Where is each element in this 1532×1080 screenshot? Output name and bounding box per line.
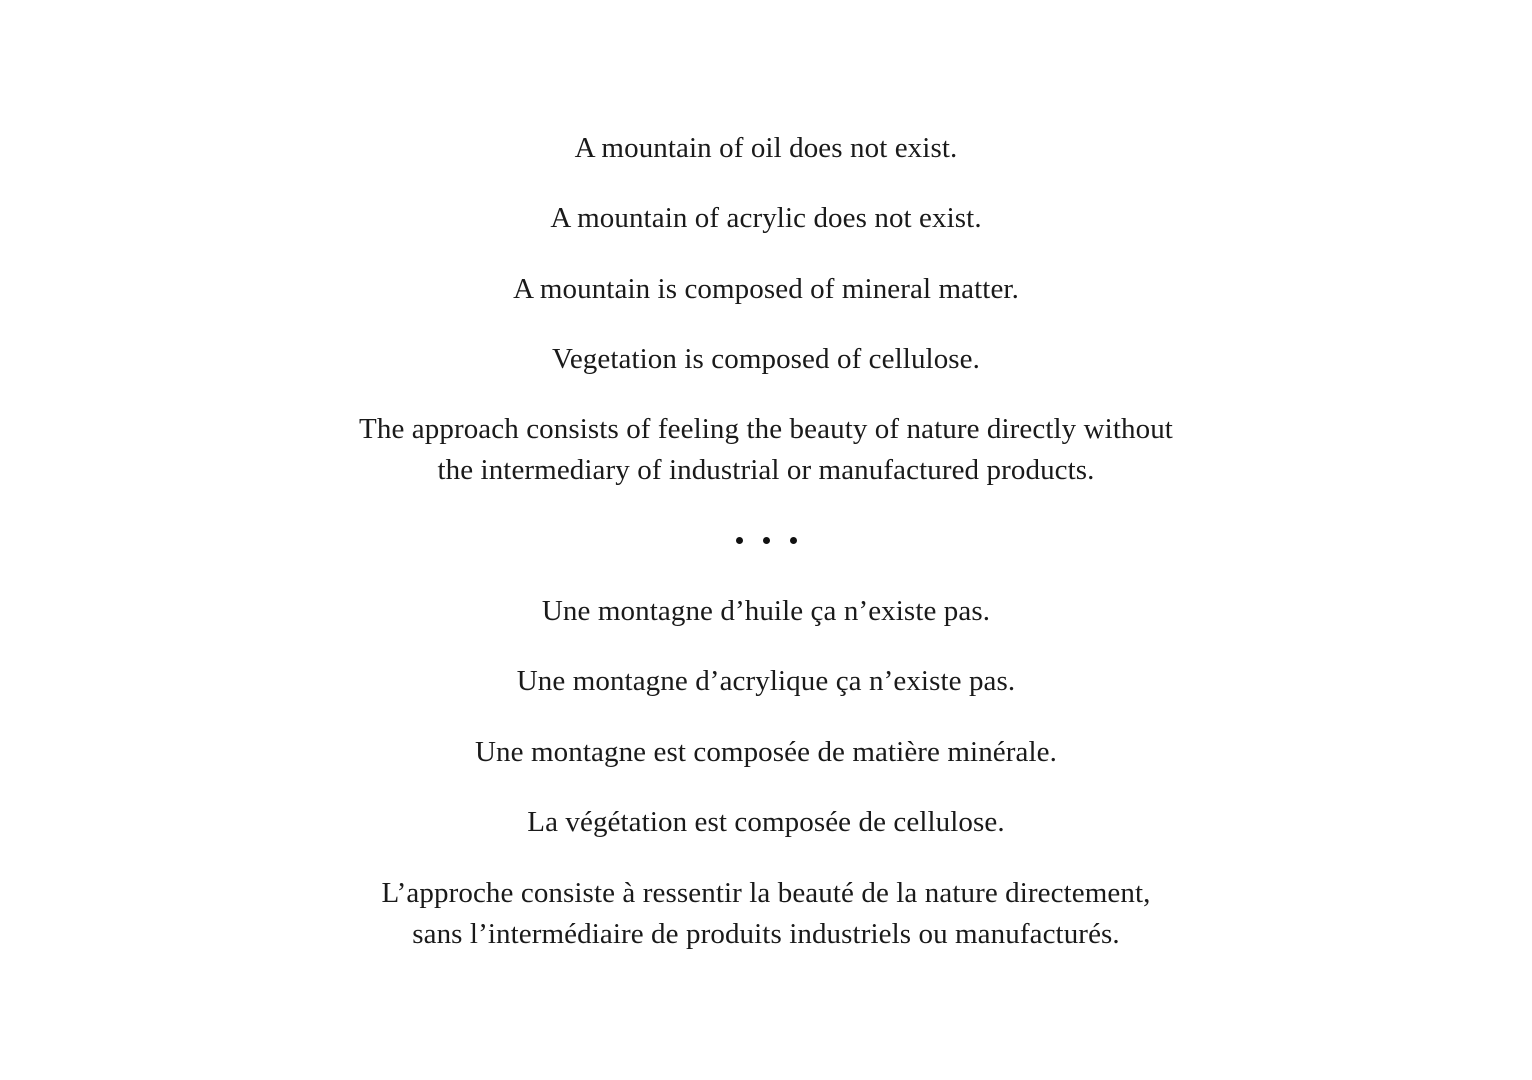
divider-dot <box>736 537 743 544</box>
french-line-approche-1: L’approche consiste à ressentir la beauté de la nature directement, <box>381 877 1151 909</box>
divider-dot <box>790 537 797 544</box>
french-line-huile: Une montagne d’huile ça n’existe pas. <box>541 595 991 627</box>
french-line-approche-2: sans l’intermédiaire de produits industriels ou manufacturés. <box>412 918 1120 950</box>
french-line-acrylique: Une montagne d’acrylique ça n’existe pas. <box>516 665 1016 697</box>
divider-dot <box>763 537 770 544</box>
english-line-acrylic: A mountain of acrylic does not exist. <box>550 202 982 234</box>
english-line-vegetation: Vegetation is composed of cellulose. <box>551 343 981 375</box>
section-divider <box>0 528 1532 552</box>
english-line-approach-2: the intermediary of industrial or manufactured products. <box>437 454 1095 486</box>
english-line-approach-1: The approach consists of feeling the beauty of nature directly without <box>359 413 1173 445</box>
french-line-vegetation: La végétation est composée de cellulose. <box>527 806 1005 838</box>
english-line-mineral: A mountain is composed of mineral matter. <box>513 273 1019 305</box>
french-line-minerale: Une montagne est composée de matière minérale. <box>475 736 1057 768</box>
english-line-oil: A mountain of oil does not exist. <box>574 132 958 164</box>
